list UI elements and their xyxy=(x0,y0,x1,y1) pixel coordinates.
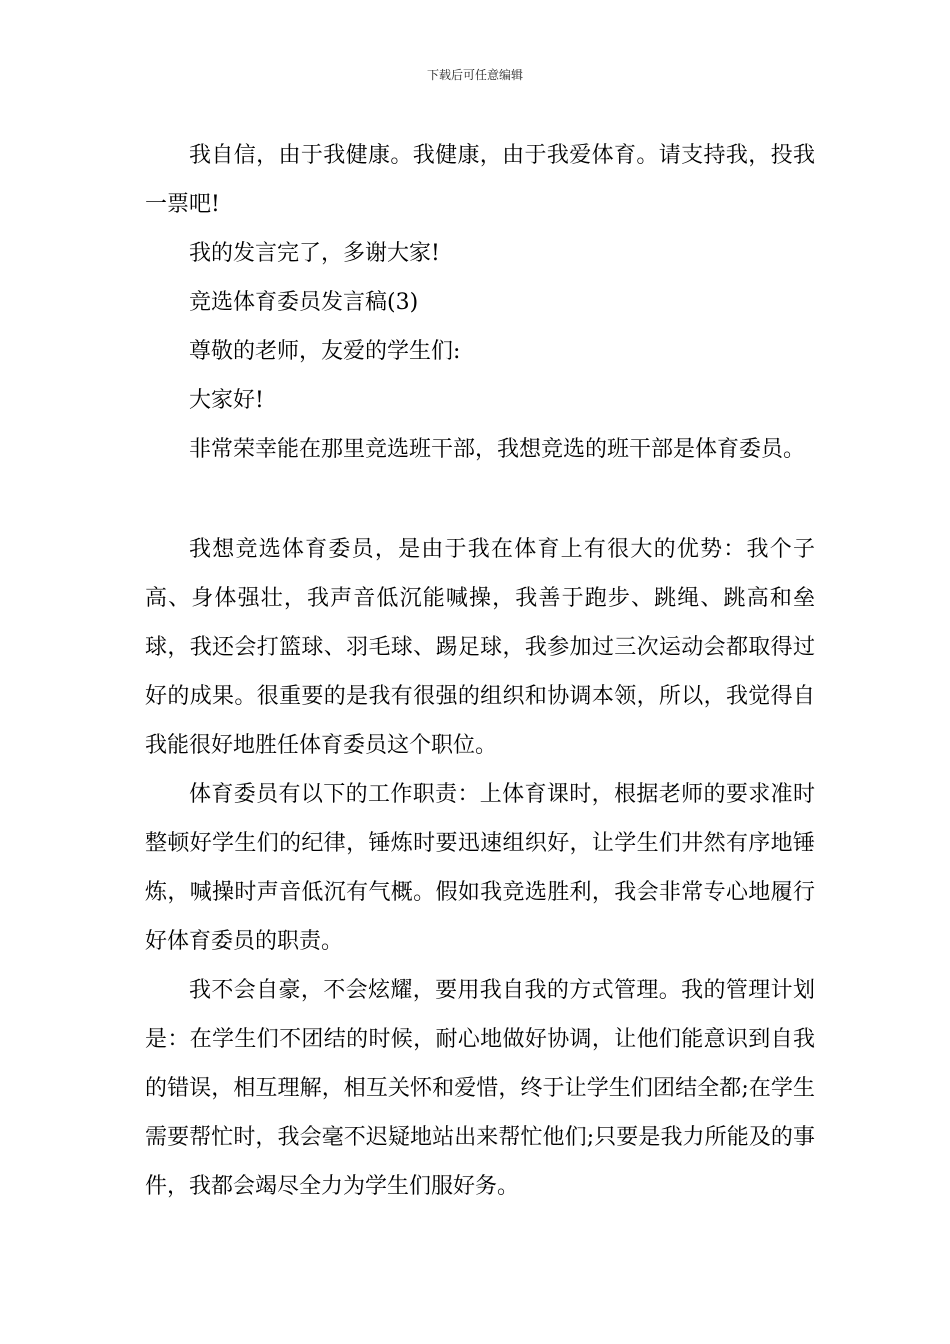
paragraph-gap xyxy=(145,474,815,525)
section-heading: 竞选体育委员发言稿(3) xyxy=(189,290,419,315)
paragraph: 我自信，由于我健康。我健康，由于我爱体育。请支持我，投我一票吧! xyxy=(145,143,815,217)
paragraph: 体育委员有以下的工作职责：上体育课时，根据老师的要求准时整顿好学生们的纪律，锤炼时要迅速组织好，让学生们井然有序地锤炼，喊操时声音低沉有气概。假如我竞选胜利，我会非常专心地履行好体育委员的职责。 xyxy=(145,782,815,954)
page-header-note: 下载后可任意编辑 xyxy=(426,68,523,82)
paragraph: 我想竞选体育委员，是由于我在体育上有很大的优势：我个子高、身体强壮，我声音低沉能喊操，我善于跑步、跳绳、跳高和垒球，我还会打篮球、羽毛球、踢足球，我参加过三次运动会都取得过好的成果。很重要的是我有很强的组织和协调本领，所以，我觉得自我能很好地胜任体育委员这个职位。 xyxy=(145,537,815,758)
salutation: 尊敬的老师，友爱的学生们: xyxy=(189,339,461,364)
greeting: 大家好! xyxy=(189,388,264,413)
paragraph: 我不会自豪，不会炫耀，要用我自我的方式管理。我的管理计划是：在学生们不团结的时候，耐心地做好协调，让他们能意识到自我的错误，相互理解，相互关怀和爱惜，终于让学生们团结全都;在学生需要帮忙时，我会毫不迟疑地站出来帮忙他们;只要是我力所能及的事件，我都会竭尽全力为学生们服好务。 xyxy=(145,978,815,1199)
paragraph: 我的发言完了，多谢大家! xyxy=(189,241,440,266)
document-body xyxy=(145,131,815,1211)
paragraph: 非常荣幸能在那里竞选班干部，我想竞选的班干部是体育委员。 xyxy=(189,437,806,462)
